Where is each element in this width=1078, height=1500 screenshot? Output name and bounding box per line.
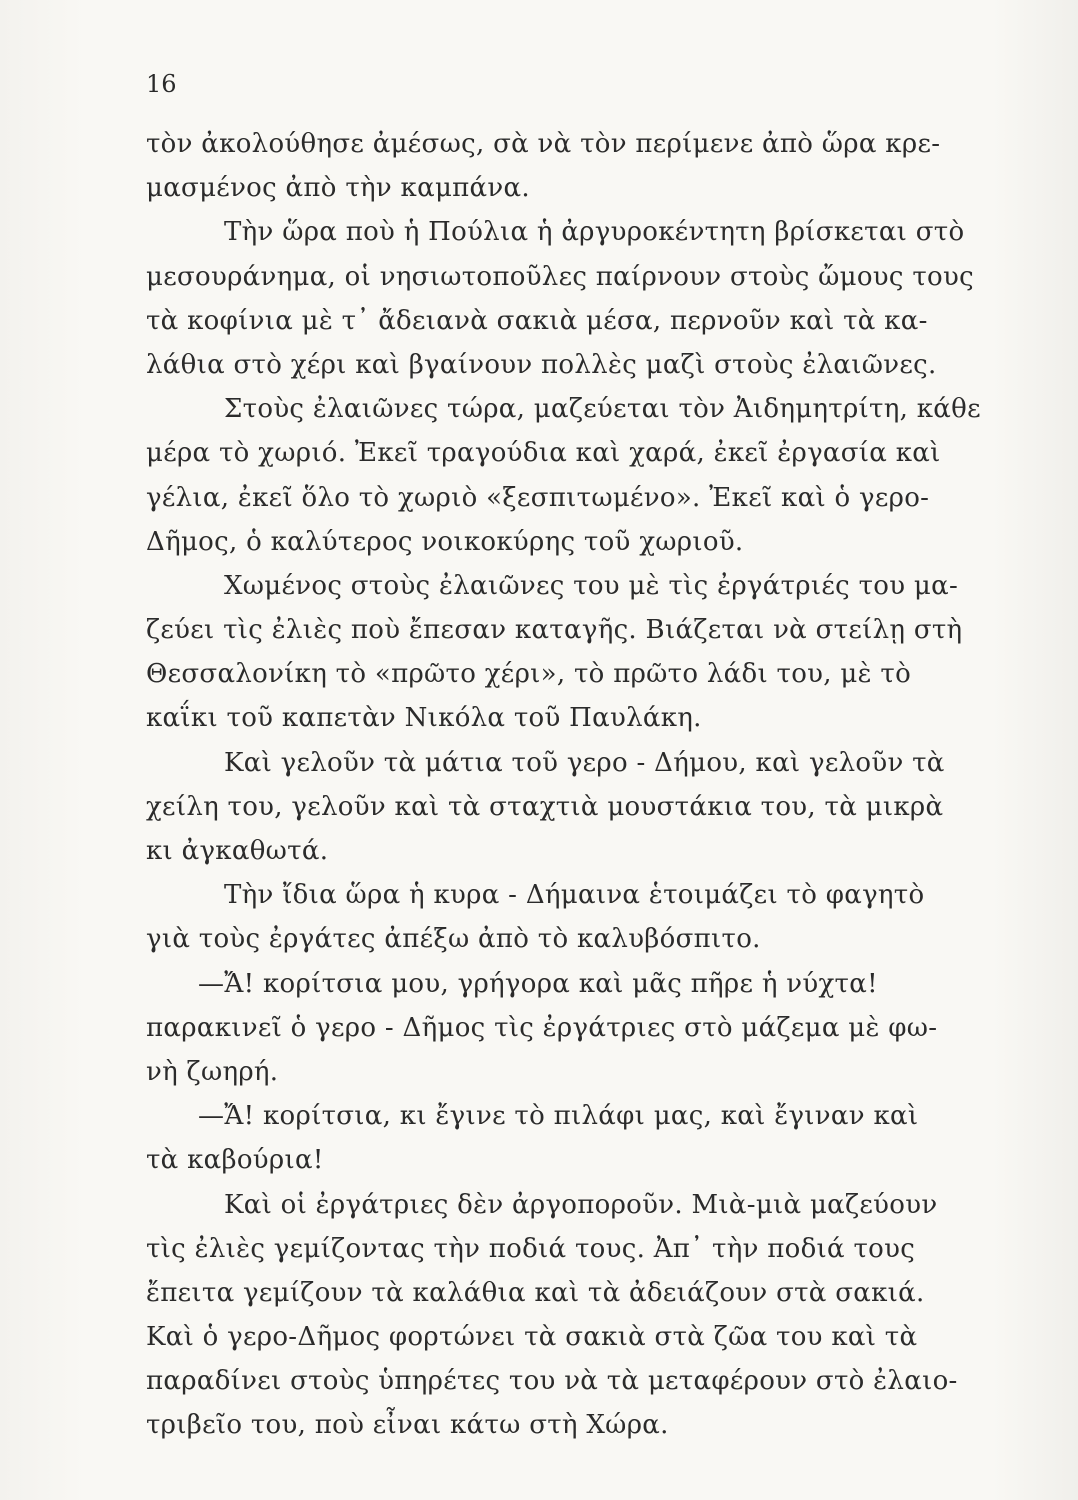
text-line: χείλη του, γελοῦν καὶ τὰ σταχτιὰ μουστάκια του, τὰ μικρὰ (146, 791, 944, 822)
text-line: ζεύει τὶς ἐλιὲς ποὺ ἔπεσαν καταγῆς. Βιάζεται νὰ στείλῃ στὴ (146, 615, 963, 646)
text-line: Θεσσαλονίκη τὸ «πρῶτο χέρι», τὸ πρῶτο λάδι του, μὲ τὸ (146, 659, 912, 690)
text-line: παραδίνει στοὺς ὑπηρέτες του νὰ τὰ μεταφέρουν στὸ ἐλαιο- (146, 1366, 958, 1397)
text-line: μεσουράνημα, οἱ νησιωτοποῦλες παίρνουν στοὺς ὤμους τους (146, 261, 974, 292)
page-number: 16 (146, 70, 177, 98)
text-line: Τὴν ἴδια ὥρα ἡ κυρα - Δήμαινα ἑτοιμάζει τὸ φαγητὸ (224, 880, 925, 911)
text-line: νὴ ζωηρή. (146, 1056, 279, 1087)
text-line: γιὰ τοὺς ἐργάτες ἀπέξω ἀπὸ τὸ καλυβόσπιτο. (146, 924, 761, 955)
text-line: μασμένος ἀπὸ τὴν καμπάνα. (146, 173, 530, 204)
text-line: παρακινεῖ ὁ γερο - Δῆμος τὶς ἐργάτριες στὸ μάζεμα μὲ φω- (146, 1012, 938, 1043)
text-line: Τὴν ὥρα ποὺ ἡ Πούλια ἡ ἀργυροκέντητη βρίσκεται στὸ (224, 217, 965, 248)
text-line: Δῆμος, ὁ καλύτερος νοικοκύρης τοῦ χωριοῦ. (146, 526, 744, 557)
text-line: Στοὺς ἐλαιῶνες τώρα, μαζεύεται τὸν Ἀιδημητρίτη, κάθε (224, 394, 981, 425)
text-line: τὰ κοφίνια μὲ τ᾽ ἄδειανὰ σακιὰ μέσα, περνοῦν καὶ τὰ κα- (146, 305, 928, 336)
text-line: τὰ καβούρια! (146, 1145, 324, 1176)
body-text (146, 122, 1016, 1448)
text-line: Καὶ γελοῦν τὰ μάτια τοῦ γερο - Δήμου, καὶ γελοῦν τὰ (224, 747, 945, 778)
text-line: τριβεῖο του, ποὺ εἶναι κάτω στὴ Χώρα. (146, 1410, 669, 1441)
text-line: —Ἄ! κορίτσια, κι ἔγινε τὸ πιλάφι μας, καὶ ἔγιναν καὶ (198, 1101, 919, 1132)
text-line: —Ἄ! κορίτσια μου, γρήγορα καὶ μᾶς πῆρε ἡ νύχτα! (198, 968, 878, 999)
text-line: μέρα τὸ χωριό. Ἐκεῖ τραγούδια καὶ χαρά, ἐκεῖ ἐργασία καὶ (146, 438, 941, 469)
text-line: καΐκι τοῦ καπετὰν Νικόλα τοῦ Παυλάκη. (146, 703, 702, 734)
text-line: κι ἀγκαθωτά. (146, 836, 329, 866)
text-line: τὶς ἐλιὲς γεμίζοντας τὴν ποδιά τους. Ἀπ᾽ τὴν ποδιά τους (146, 1233, 916, 1264)
text-line: ἔπειτα γεμίζουν τὰ καλάθια καὶ τὰ ἀδειάζουν στὰ σακιά. (146, 1277, 925, 1308)
text-line: λάθια στὸ χέρι καὶ βγαίνουν πολλὲς μαζὶ στοὺς ἐλαιῶνες. (146, 349, 937, 380)
text-line: Καὶ ὁ γερο-Δῆμος φορτώνει τὰ σακιὰ στὰ ζῶα του καὶ τὰ (146, 1322, 918, 1353)
text-line: γέλια, ἐκεῖ ὅλο τὸ χωριὸ «ξεσπιτωμένο». Ἐκεῖ καὶ ὁ γερο- (146, 482, 930, 513)
text-line: τὸν ἀκολούθησε ἀμέσως, σὰ νὰ τὸν περίμενε ἀπὸ ὥρα κρε- (146, 129, 941, 159)
text-line: Καὶ οἱ ἐργάτριες δὲν ἀργοποροῦν. Μιὰ-μιὰ μαζεύουν (224, 1189, 938, 1220)
text-line: Χωμένος στοὺς ἐλαιῶνες του μὲ τὶς ἐργάτριές του μα- (224, 570, 959, 601)
